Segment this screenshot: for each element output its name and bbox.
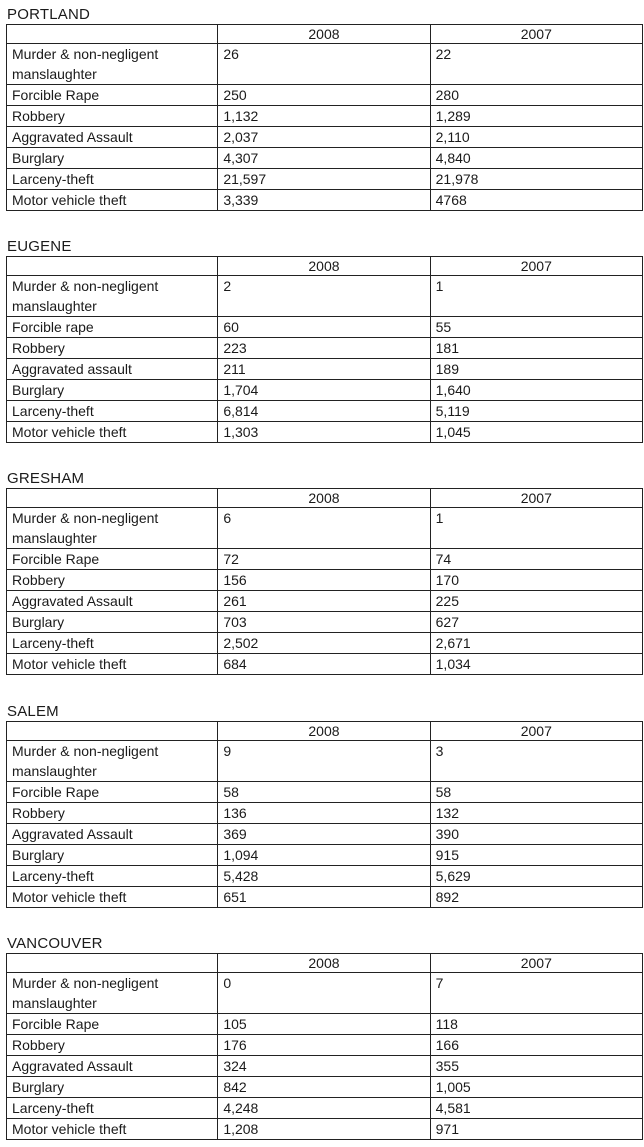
value-2008: 6,814	[218, 401, 430, 422]
table-row	[7, 803, 643, 824]
city-section	[6, 238, 643, 443]
value-2008: 369	[218, 824, 430, 845]
table-row	[7, 549, 643, 570]
table-row	[7, 1119, 643, 1140]
table-row	[7, 591, 643, 612]
table-row	[7, 782, 643, 803]
value-2008: 2,502	[218, 633, 430, 654]
year-header: 2007	[430, 257, 642, 276]
crime-label: Larceny-theft	[7, 169, 218, 190]
table-row	[7, 508, 643, 549]
crime-label: Robbery	[7, 803, 218, 824]
city-section	[6, 470, 643, 675]
table-row	[7, 1014, 643, 1035]
value-2007: 166	[430, 1035, 642, 1056]
table-row	[7, 148, 643, 169]
value-2007: 22	[430, 44, 642, 85]
value-2008: 324	[218, 1056, 430, 1077]
city-title: SALEM	[7, 703, 59, 720]
crime-label: Murder & non-negligent manslaughter	[7, 741, 218, 782]
value-2008: 9	[218, 741, 430, 782]
crime-label: Larceny-theft	[7, 866, 218, 887]
table-row	[7, 85, 643, 106]
crime-label: Motor vehicle theft	[7, 1119, 218, 1140]
value-2008: 2	[218, 276, 430, 317]
crime-label: Forcible Rape	[7, 782, 218, 803]
crime-label: Forcible Rape	[7, 85, 218, 106]
table-header-row	[7, 25, 643, 44]
table-row	[7, 44, 643, 85]
table-row	[7, 338, 643, 359]
value-2007: 355	[430, 1056, 642, 1077]
table-row	[7, 169, 643, 190]
value-2007: 1,289	[430, 106, 642, 127]
value-2008: 0	[218, 973, 430, 1014]
table-row	[7, 570, 643, 591]
crime-label: Murder & non-negligent manslaughter	[7, 44, 218, 85]
value-2008: 1,303	[218, 422, 430, 443]
crime-table	[6, 488, 643, 675]
crime-label: Motor vehicle theft	[7, 887, 218, 908]
crime-label: Aggravated assault	[7, 359, 218, 380]
city-section	[6, 703, 643, 908]
crime-label: Forcible rape	[7, 317, 218, 338]
year-header: 2008	[218, 489, 430, 508]
header-empty-cell	[7, 954, 218, 973]
table-header-row	[7, 489, 643, 508]
value-2008: 105	[218, 1014, 430, 1035]
table-row	[7, 612, 643, 633]
value-2007: 118	[430, 1014, 642, 1035]
table-row	[7, 1077, 643, 1098]
crime-table	[6, 953, 643, 1140]
value-2008: 5,428	[218, 866, 430, 887]
crime-label: Burglary	[7, 1077, 218, 1098]
table-row	[7, 190, 643, 211]
table-header-row	[7, 257, 643, 276]
value-2008: 211	[218, 359, 430, 380]
table-row	[7, 741, 643, 782]
city-title: PORTLAND	[7, 6, 91, 23]
crime-label: Murder & non-negligent manslaughter	[7, 973, 218, 1014]
crime-label: Larceny-theft	[7, 633, 218, 654]
crime-label: Forcible Rape	[7, 1014, 218, 1035]
value-2007: 225	[430, 591, 642, 612]
value-2007: 58	[430, 782, 642, 803]
year-header: 2007	[430, 722, 642, 741]
value-2007: 181	[430, 338, 642, 359]
value-2008: 176	[218, 1035, 430, 1056]
value-2007: 1,005	[430, 1077, 642, 1098]
table-row	[7, 845, 643, 866]
table-row	[7, 1035, 643, 1056]
table-header-row	[7, 954, 643, 973]
value-2007: 132	[430, 803, 642, 824]
value-2008: 684	[218, 654, 430, 675]
crime-label: Murder & non-negligent manslaughter	[7, 508, 218, 549]
crime-label: Robbery	[7, 1035, 218, 1056]
year-header: 2008	[218, 722, 430, 741]
table-row	[7, 127, 643, 148]
value-2007: 170	[430, 570, 642, 591]
crime-label: Motor vehicle theft	[7, 422, 218, 443]
value-2008: 703	[218, 612, 430, 633]
crime-label: Aggravated Assault	[7, 1056, 218, 1077]
crime-label: Robbery	[7, 106, 218, 127]
crime-label: Burglary	[7, 845, 218, 866]
value-2007: 627	[430, 612, 642, 633]
value-2008: 60	[218, 317, 430, 338]
value-2007: 1,640	[430, 380, 642, 401]
value-2007: 2,671	[430, 633, 642, 654]
value-2007: 280	[430, 85, 642, 106]
value-2008: 21,597	[218, 169, 430, 190]
crime-label: Motor vehicle theft	[7, 190, 218, 211]
crime-label: Burglary	[7, 380, 218, 401]
header-empty-cell	[7, 257, 218, 276]
value-2008: 4,307	[218, 148, 430, 169]
value-2007: 915	[430, 845, 642, 866]
year-header: 2008	[218, 25, 430, 44]
value-2008: 842	[218, 1077, 430, 1098]
value-2008: 58	[218, 782, 430, 803]
value-2007: 21,978	[430, 169, 642, 190]
value-2007: 5,119	[430, 401, 642, 422]
table-row	[7, 1098, 643, 1119]
crime-table	[6, 721, 643, 908]
crime-label: Robbery	[7, 338, 218, 359]
crime-label: Robbery	[7, 570, 218, 591]
value-2007: 4768	[430, 190, 642, 211]
value-2007: 55	[430, 317, 642, 338]
crime-label: Burglary	[7, 148, 218, 169]
value-2008: 2,037	[218, 127, 430, 148]
crime-label: Murder & non-negligent manslaughter	[7, 276, 218, 317]
table-row	[7, 866, 643, 887]
crime-label: Larceny-theft	[7, 401, 218, 422]
value-2007: 1	[430, 508, 642, 549]
value-2007: 5,629	[430, 866, 642, 887]
value-2008: 1,704	[218, 380, 430, 401]
table-row	[7, 359, 643, 380]
value-2007: 4,581	[430, 1098, 642, 1119]
city-title: GRESHAM	[7, 470, 85, 487]
table-row	[7, 887, 643, 908]
crime-label: Larceny-theft	[7, 1098, 218, 1119]
crime-label: Forcible Rape	[7, 549, 218, 570]
city-section	[6, 6, 643, 211]
value-2007: 3	[430, 741, 642, 782]
value-2008: 4,248	[218, 1098, 430, 1119]
table-row	[7, 1056, 643, 1077]
value-2008: 250	[218, 85, 430, 106]
value-2008: 261	[218, 591, 430, 612]
value-2007: 390	[430, 824, 642, 845]
value-2008: 6	[218, 508, 430, 549]
value-2007: 7	[430, 973, 642, 1014]
value-2007: 971	[430, 1119, 642, 1140]
city-section	[6, 935, 643, 1140]
value-2007: 1,045	[430, 422, 642, 443]
table-row	[7, 276, 643, 317]
value-2007: 4,840	[430, 148, 642, 169]
table-row	[7, 422, 643, 443]
year-header: 2007	[430, 954, 642, 973]
value-2008: 1,094	[218, 845, 430, 866]
year-header: 2007	[430, 489, 642, 508]
table-row	[7, 401, 643, 422]
year-header: 2008	[218, 954, 430, 973]
value-2008: 1,208	[218, 1119, 430, 1140]
value-2008: 651	[218, 887, 430, 908]
crime-label: Burglary	[7, 612, 218, 633]
table-row	[7, 654, 643, 675]
value-2007: 1,034	[430, 654, 642, 675]
value-2008: 26	[218, 44, 430, 85]
value-2007: 1	[430, 276, 642, 317]
crime-table	[6, 24, 643, 211]
table-row	[7, 317, 643, 338]
header-empty-cell	[7, 722, 218, 741]
crime-label: Aggravated Assault	[7, 591, 218, 612]
value-2008: 3,339	[218, 190, 430, 211]
header-empty-cell	[7, 25, 218, 44]
city-title: VANCOUVER	[7, 935, 103, 952]
value-2007: 892	[430, 887, 642, 908]
crime-label: Aggravated Assault	[7, 127, 218, 148]
value-2007: 74	[430, 549, 642, 570]
value-2008: 136	[218, 803, 430, 824]
year-header: 2008	[218, 257, 430, 276]
value-2007: 189	[430, 359, 642, 380]
table-row	[7, 824, 643, 845]
value-2008: 223	[218, 338, 430, 359]
crime-label: Aggravated Assault	[7, 824, 218, 845]
table-row	[7, 106, 643, 127]
crime-table	[6, 256, 643, 443]
value-2008: 156	[218, 570, 430, 591]
year-header: 2007	[430, 25, 642, 44]
value-2007: 2,110	[430, 127, 642, 148]
value-2008: 1,132	[218, 106, 430, 127]
header-empty-cell	[7, 489, 218, 508]
table-row	[7, 633, 643, 654]
city-title: EUGENE	[7, 238, 72, 255]
table-row	[7, 380, 643, 401]
value-2008: 72	[218, 549, 430, 570]
crime-label: Motor vehicle theft	[7, 654, 218, 675]
table-row	[7, 973, 643, 1014]
table-header-row	[7, 722, 643, 741]
